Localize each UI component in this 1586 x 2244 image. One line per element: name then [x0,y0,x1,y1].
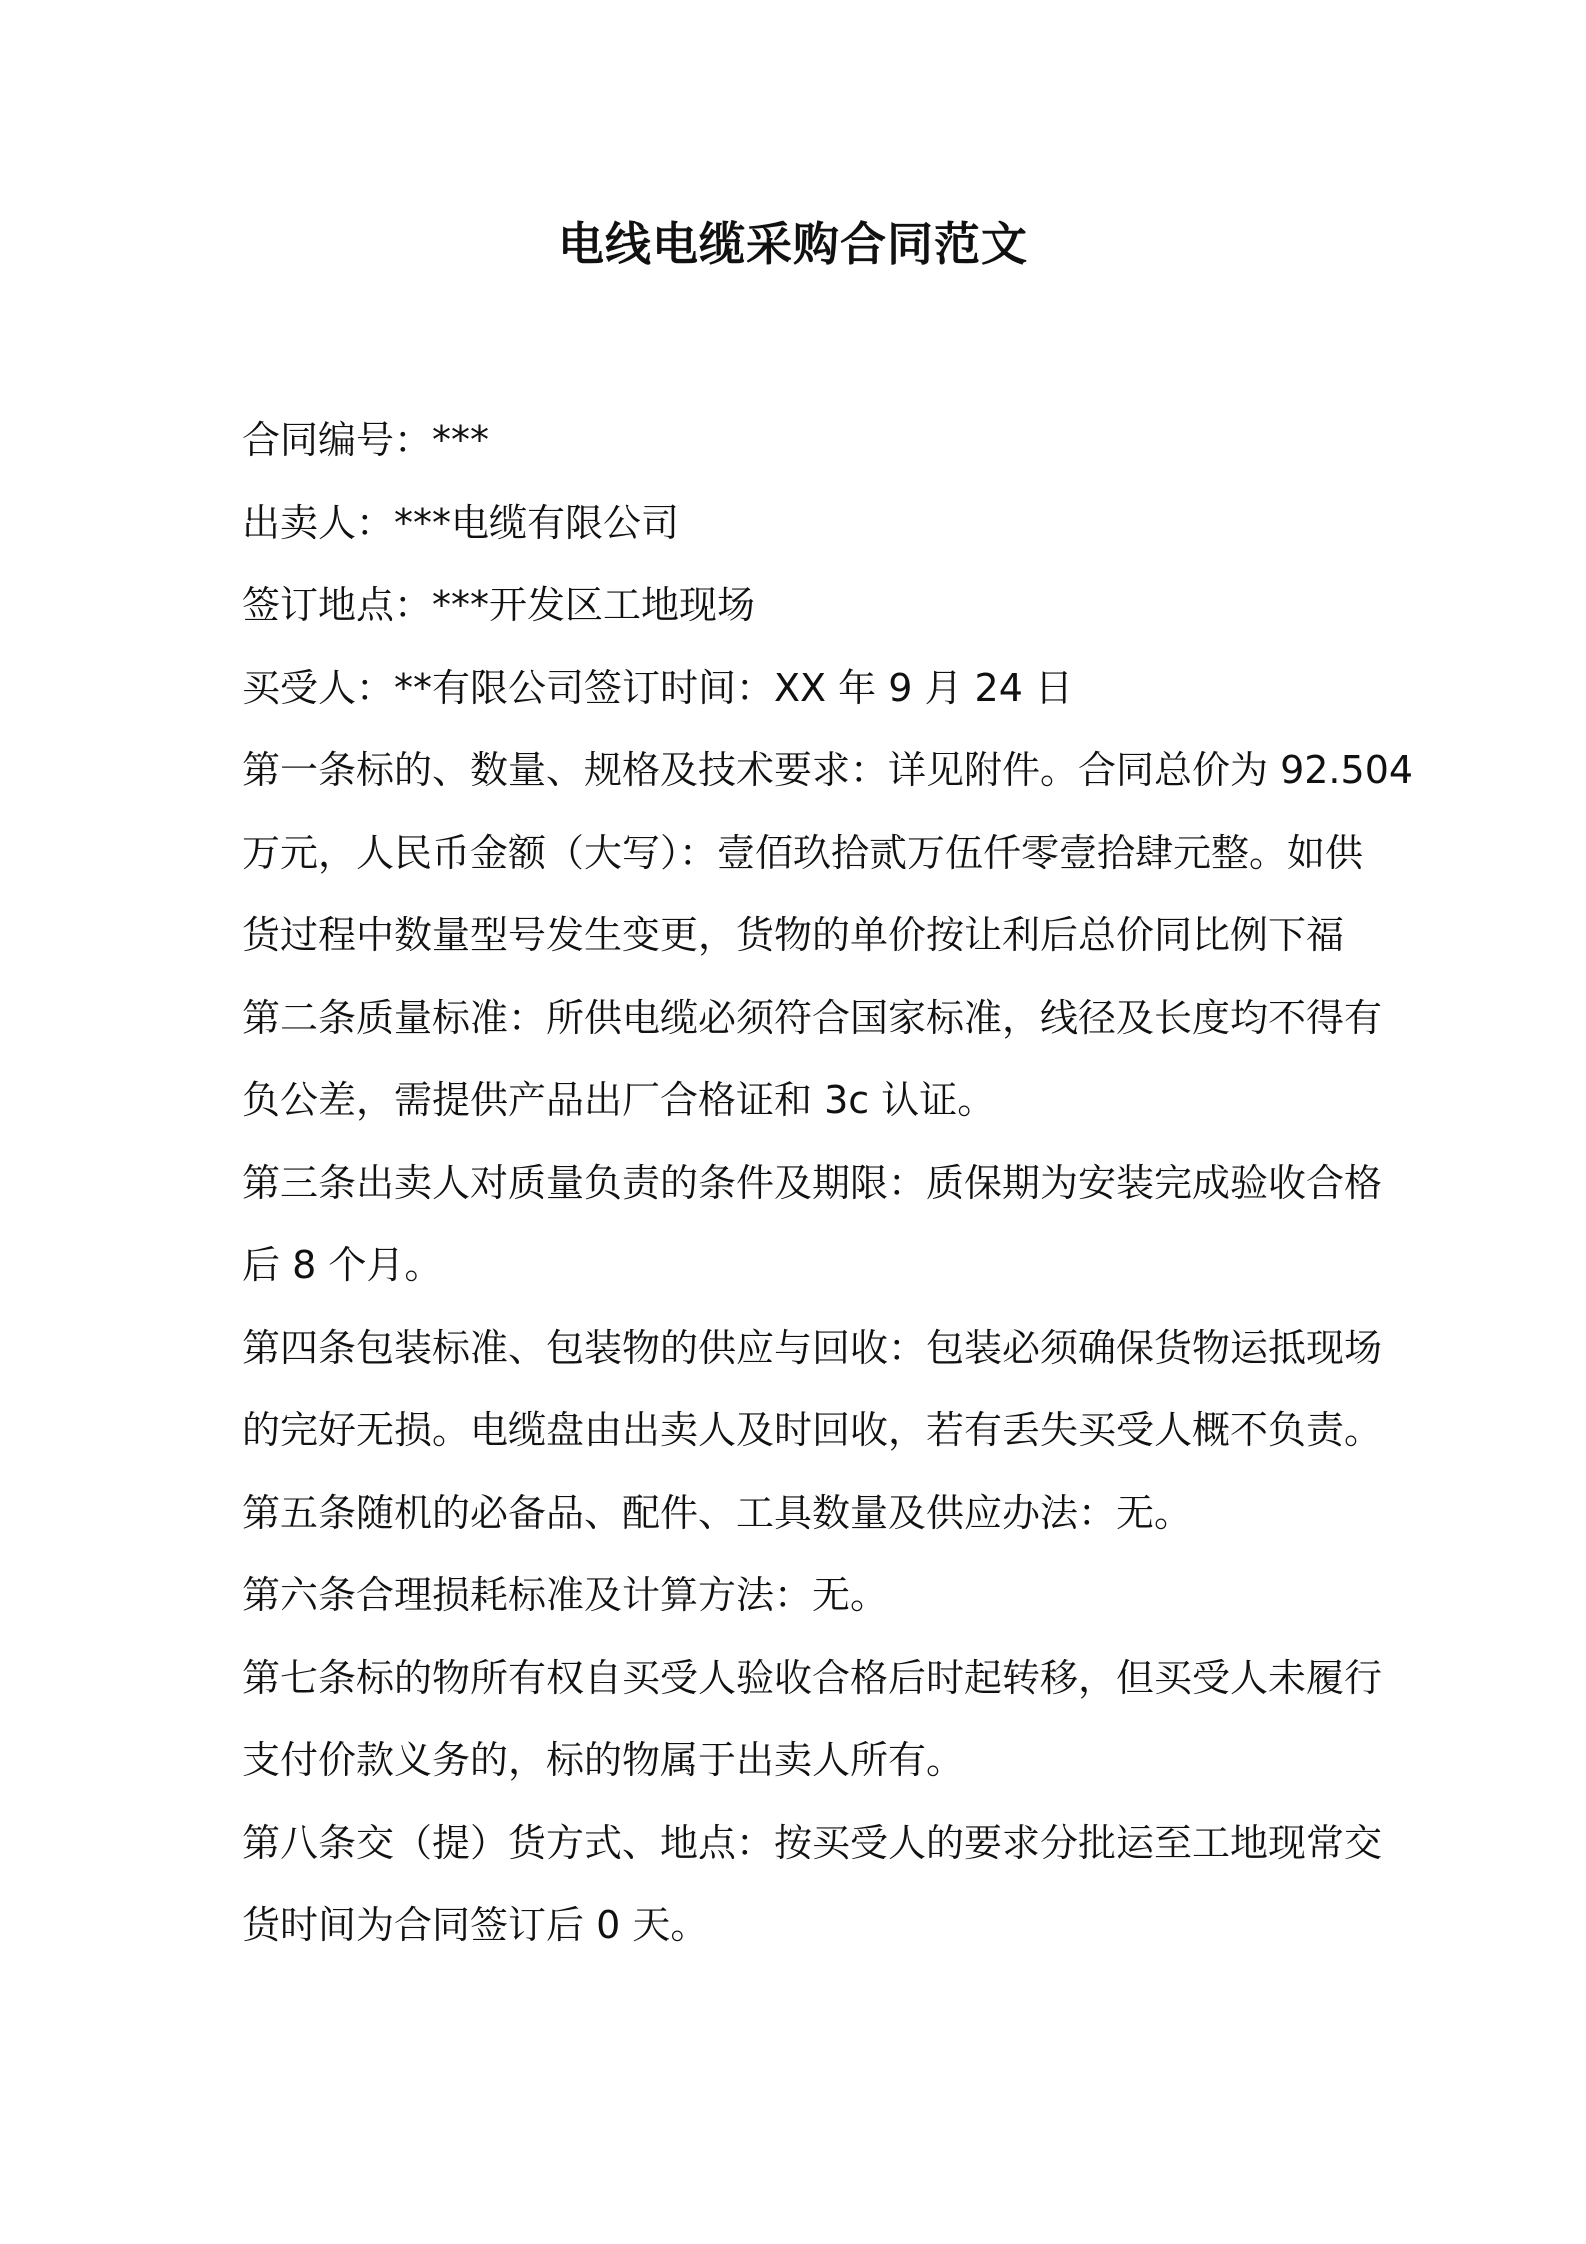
article-2-line-1: 第二条质量标准：所供电缆必须符合国家标准，线径及长度均不得有 [242,995,1383,1040]
document-body [242,399,1414,1967]
article-3-line-1: 第三条出卖人对质量负责的条件及期限：质保期为安装完成验收合格 [242,1160,1383,1205]
article-2-line-2: 负公差，需提供产品出厂合格证和 3c 认证。 [242,1078,996,1122]
article-7-line-1: 第七条标的物所有权自买受人验收合格后时起转移，但买受人未履行 [242,1655,1383,1700]
article-3-line-2: 后 8 个月。 [242,1243,443,1287]
article-1-line-2: 万元，人民币金额（大写）：壹佰玖拾贰万伍仟零壹拾肆元整。如供 [242,830,1364,875]
article-7-line-2: 支付价款义务的，标的物属于出卖人所有。 [242,1738,965,1782]
article-4-line-1: 第四条包装标准、包装物的供应与回收：包装必须确保货物运抵现场 [242,1325,1383,1370]
signing-place-line: 签订地点：***开发区工地现场 [242,583,756,627]
article-8-line-2: 货时间为合同签订后 0 天。 [242,1903,709,1947]
article-5-line: 第五条随机的必备品、配件、工具数量及供应办法：无。 [242,1490,1193,1535]
article-1-line-1: 第一条标的、数量、规格及技术要求：详见附件。合同总价为 92.504 [242,748,1414,792]
seller-line: 出卖人：***电缆有限公司 [242,500,680,545]
article-4-line-2: 的完好无损。电缆盘由出卖人及时回收，若有丢失买受人概不负责。 [242,1408,1383,1452]
buyer-signing-time-line: 买受人：**有限公司签订时间：XX 年 9 月 24 日 [242,665,1073,710]
document-title: 电线电缆采购合同范文 [558,217,1028,271]
contract-number-line: 合同编号：*** [242,418,490,462]
article-1-line-3: 货过程中数量型号发生变更，货物的单价按让利后总价同比例下福 [242,913,1345,957]
article-6-line: 第六条合理损耗标准及计算方法：无。 [242,1573,889,1617]
article-8-line-1: 第八条交（提）货方式、地点：按买受人的要求分批运至工地现常交 [242,1820,1383,1865]
